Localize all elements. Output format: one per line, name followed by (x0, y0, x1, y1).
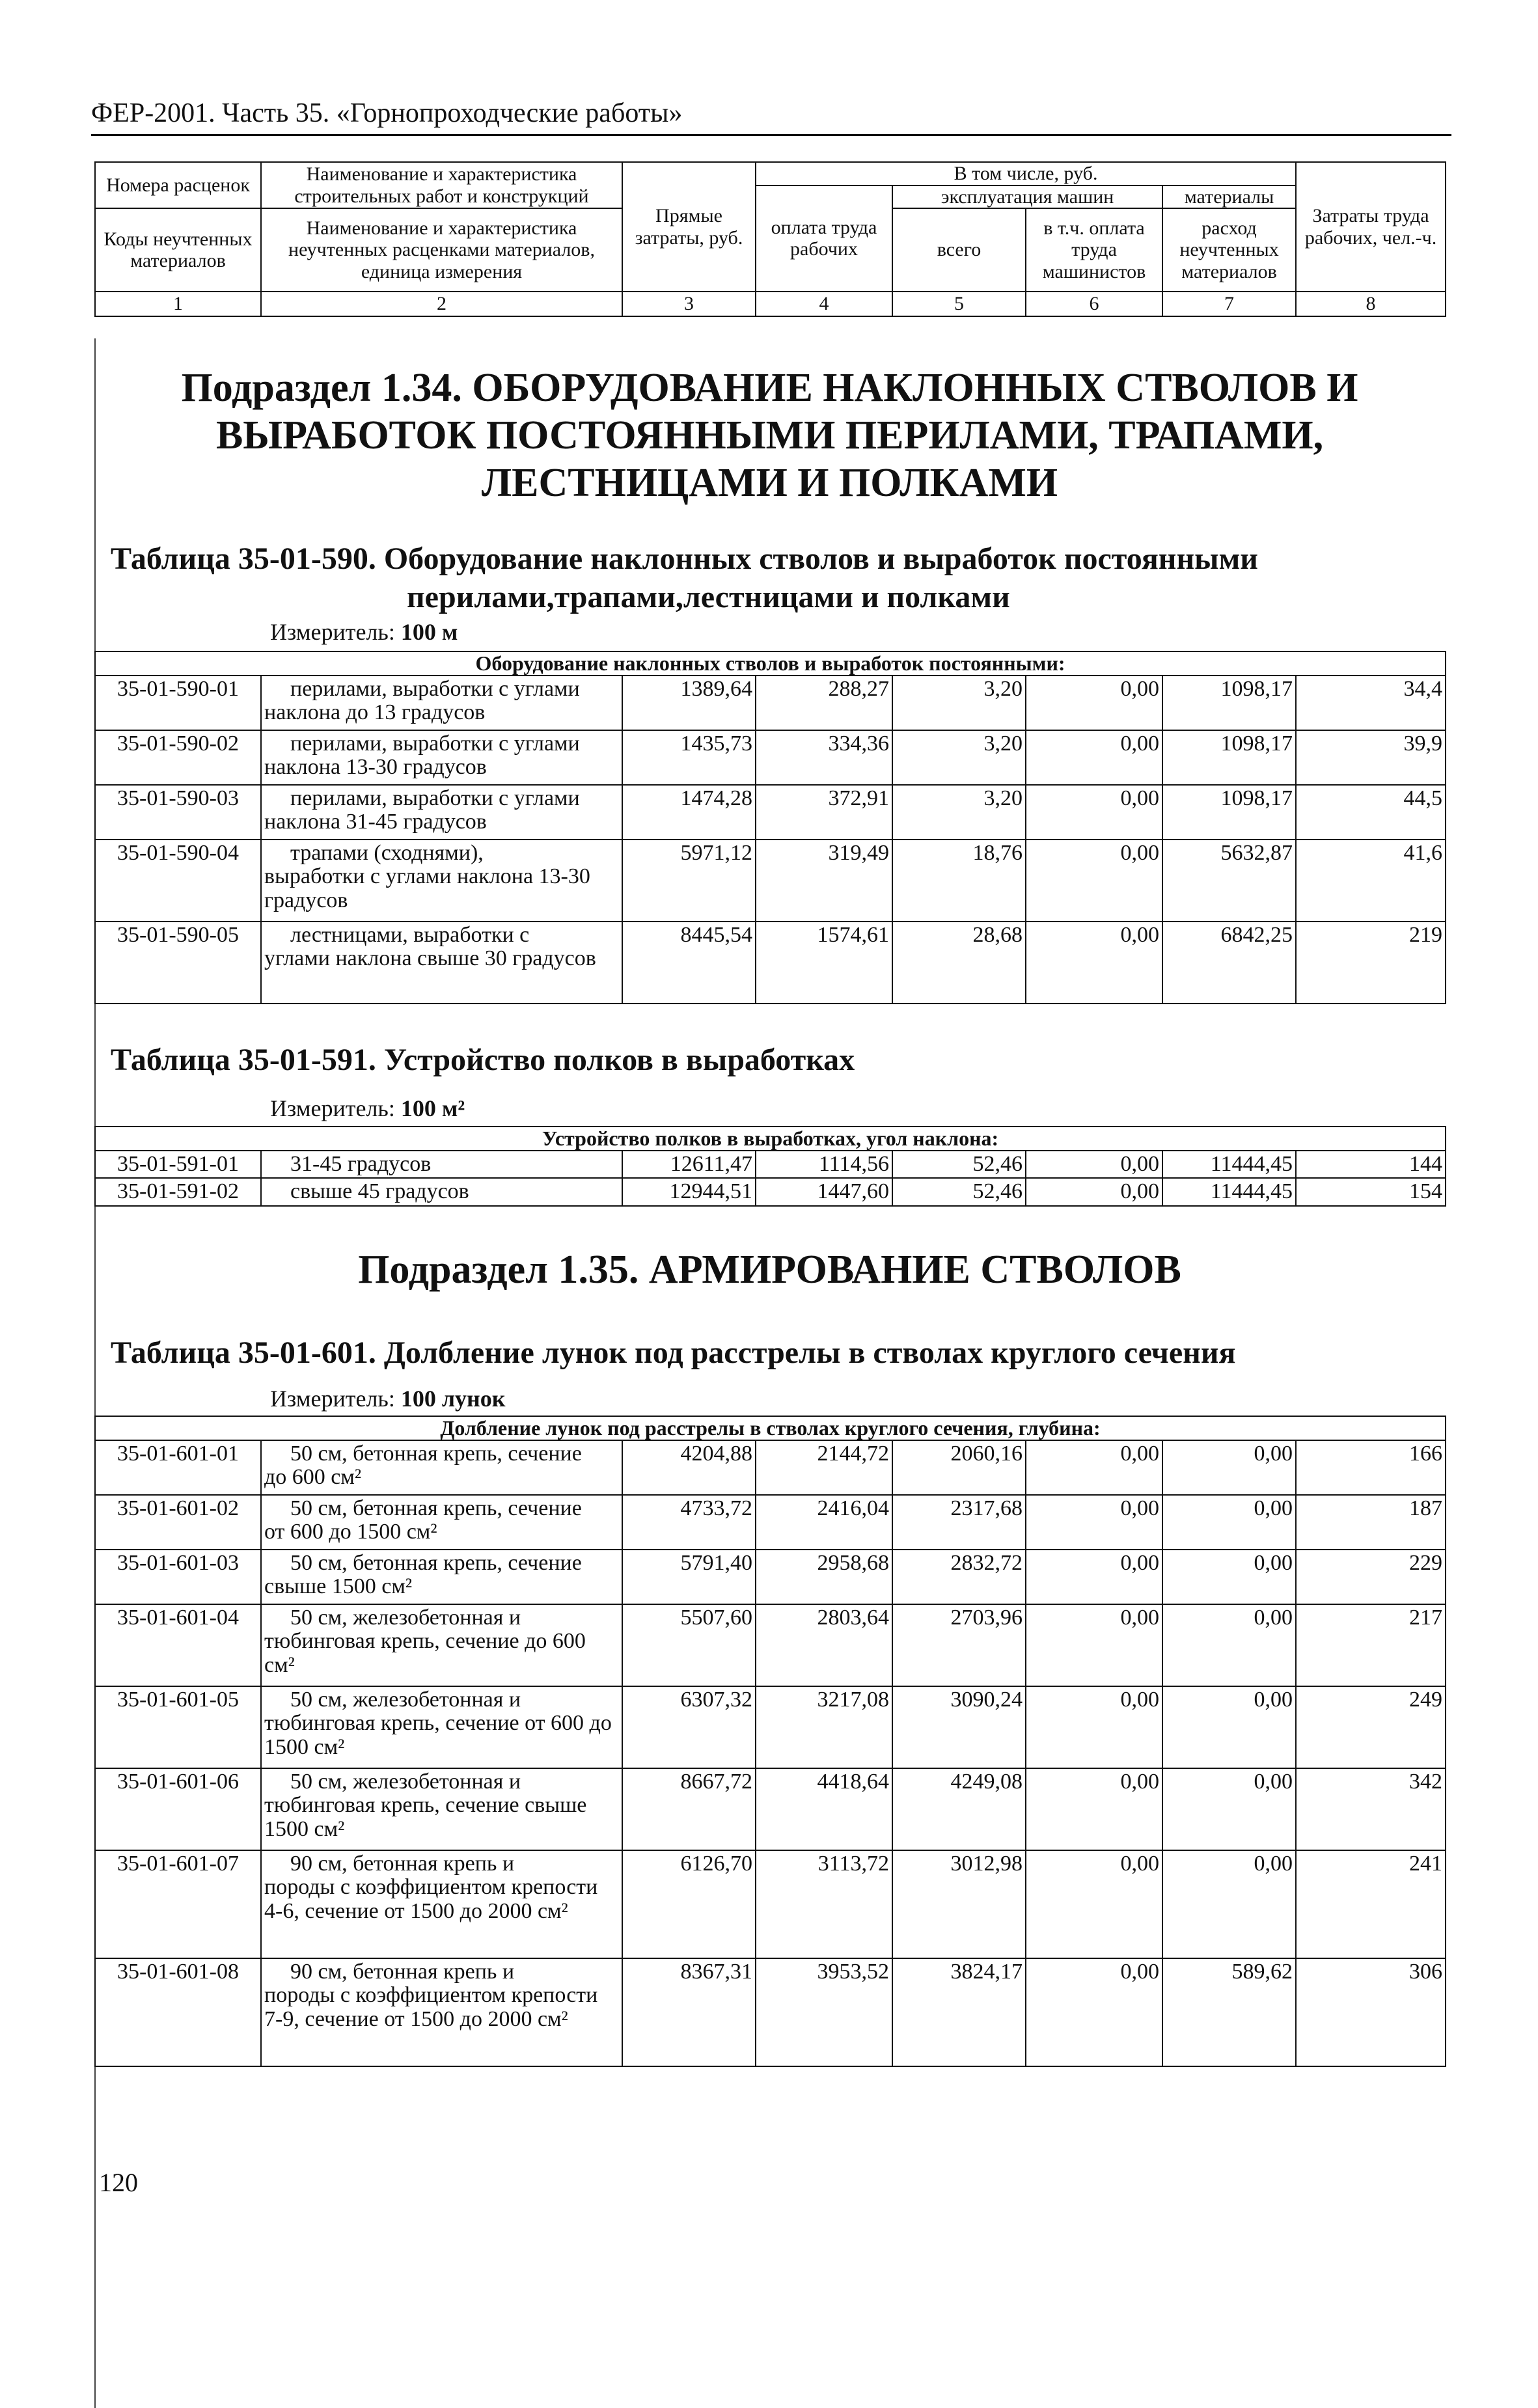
table-row (95, 730, 1446, 785)
machinist-pay: 0,00 (1026, 1686, 1162, 1768)
col-number: 5 (892, 292, 1026, 316)
page-frame-line (94, 338, 96, 2408)
labor-hours: 144 (1296, 1151, 1446, 1179)
col4-header: оплата труда рабочих (756, 185, 892, 292)
rate-code: 35-01-590-03 (95, 785, 261, 840)
labor-hours: 241 (1296, 1850, 1446, 1958)
materials-cost: 0,00 (1162, 1495, 1296, 1550)
machine-total: 52,46 (892, 1151, 1026, 1179)
labor-hours: 44,5 (1296, 785, 1446, 840)
table-row (95, 1495, 1446, 1550)
table-row (95, 922, 1446, 1004)
rate-name-line1: перилами, выработки с углами (290, 731, 580, 756)
rate-name-line1: 50 см, железобетонная и (290, 1769, 521, 1794)
col-number: 3 (622, 292, 756, 316)
table-row (95, 840, 1446, 922)
rate-code: 35-01-601-01 (95, 1440, 261, 1495)
col1-bottom-header: Коды неучтенных материалов (95, 208, 261, 292)
materials-cost: 11444,45 (1162, 1151, 1296, 1179)
machine-total: 3,20 (892, 785, 1026, 840)
direct-cost: 6307,32 (622, 1686, 756, 1768)
machinist-pay: 0,00 (1026, 1958, 1162, 2066)
col-number: 4 (756, 292, 892, 316)
rate-name-line2: свыше 1500 см² (264, 1574, 413, 1599)
labor-hours: 217 (1296, 1604, 1446, 1686)
col-number: 7 (1162, 292, 1296, 316)
table-title-line: Таблица 35-01-590. Оборудование наклонных стволов и выработок постоянными (111, 541, 1258, 576)
materials-cost: 5632,87 (1162, 840, 1296, 922)
labor-pay: 2416,04 (756, 1495, 892, 1550)
rates-table-591 (94, 1126, 1446, 1207)
table-row (95, 1958, 1446, 2066)
machine-total: 28,68 (892, 922, 1026, 1004)
rate-name-line2: тюбинговая крепь, сечение до 600 см² (264, 1629, 586, 1677)
unit-label: Измеритель: (270, 1386, 395, 1412)
col-number: 8 (1296, 292, 1446, 316)
rate-code: 35-01-590-02 (95, 730, 261, 785)
rate-name (261, 785, 622, 840)
table-title-line: перилами,трапами,лестницами и полками (407, 579, 1010, 614)
rate-name-line1: 50 см, железобетонная и (290, 1687, 521, 1712)
direct-cost: 5971,12 (622, 840, 756, 922)
rate-code: 35-01-590-01 (95, 676, 261, 730)
rate-name (261, 1440, 622, 1495)
rate-name-line2: наклона 13-30 градусов (264, 755, 487, 780)
rate-name (261, 1151, 622, 1179)
rate-name (261, 1550, 622, 1604)
col7-header: расход неучтенных материалов (1162, 208, 1296, 292)
direct-cost: 5791,40 (622, 1550, 756, 1604)
table-row (95, 1550, 1446, 1604)
materials-header: материалы (1162, 185, 1296, 209)
col6-header: в т.ч. оплата труда машинистов (1026, 208, 1162, 292)
col-number: 1 (95, 292, 261, 316)
rate-name (261, 1958, 622, 2066)
header-rule (91, 134, 1451, 136)
rate-name-line1: лестницами, выработки с (290, 922, 530, 947)
rate-name (261, 922, 622, 1004)
direct-cost: 12611,47 (622, 1151, 756, 1179)
labor-pay: 1447,60 (756, 1178, 892, 1206)
table-row (95, 1151, 1446, 1179)
table-title: Таблица 35-01-591. Устройство полков в выработках (111, 1043, 855, 1077)
rate-code: 35-01-591-02 (95, 1178, 261, 1206)
machinist-pay: 0,00 (1026, 676, 1162, 730)
labor-pay: 1574,61 (756, 922, 892, 1004)
materials-cost: 0,00 (1162, 1550, 1296, 1604)
labor-pay: 1114,56 (756, 1151, 892, 1179)
labor-hours: 34,4 (1296, 676, 1446, 730)
rate-name-line2: до 600 см² (264, 1465, 362, 1490)
rate-name-line2: углами наклона свыше 30 градусов (264, 946, 596, 971)
unit-value: 100 м (400, 619, 458, 645)
rate-name (261, 1604, 622, 1686)
table-row (95, 1604, 1446, 1686)
labor-pay: 3953,52 (756, 1958, 892, 2066)
machine-total: 2317,68 (892, 1495, 1026, 1550)
labor-pay: 3217,08 (756, 1686, 892, 1768)
machinist-pay: 0,00 (1026, 840, 1162, 922)
direct-cost: 1474,28 (622, 785, 756, 840)
machinist-pay: 0,00 (1026, 1550, 1162, 1604)
rate-code: 35-01-591-01 (95, 1151, 261, 1179)
machine-total: 3824,17 (892, 1958, 1026, 2066)
labor-pay: 2958,68 (756, 1550, 892, 1604)
labor-hours: 306 (1296, 1958, 1446, 2066)
section-title: Подраздел 1.34. ОБОРУДОВАНИЕ НАКЛОННЫХ СТВОЛОВ И ВЫРАБОТОК ПОСТОЯННЫМИ ПЕРИЛАМИ, ТРАПАМИ, ЛЕСТНИЦАМИ И ПОЛКАМИ (181, 366, 1358, 506)
labor-hours: 342 (1296, 1768, 1446, 1850)
materials-cost: 0,00 (1162, 1850, 1296, 1958)
machinist-pay: 0,00 (1026, 1768, 1162, 1850)
labor-hours: 219 (1296, 922, 1446, 1004)
labor-hours: 154 (1296, 1178, 1446, 1206)
rate-name-line2: наклона до 13 градусов (264, 700, 486, 725)
col8-header: Затраты труда рабочих, чел.-ч. (1296, 162, 1446, 292)
table-row (95, 1850, 1446, 1958)
machine-total: 2060,16 (892, 1440, 1026, 1495)
unit-line (270, 618, 458, 646)
rate-name-line1: 50 см, железобетонная и (290, 1605, 521, 1630)
labor-pay: 4418,64 (756, 1768, 892, 1850)
unit-value: 100 лунок (400, 1386, 506, 1412)
table-row (95, 676, 1446, 730)
rate-name (261, 1686, 622, 1768)
rate-name-line1: 90 см, бетонная крепь и (290, 1959, 515, 1984)
rate-name (261, 1178, 622, 1206)
table-caption: Устройство полков в выработках, угол наклона: (95, 1127, 1446, 1151)
rate-code: 35-01-590-05 (95, 922, 261, 1004)
labor-hours: 166 (1296, 1440, 1446, 1495)
materials-cost: 1098,17 (1162, 730, 1296, 785)
machine-total: 3012,98 (892, 1850, 1026, 1958)
machinist-pay: 0,00 (1026, 1604, 1162, 1686)
direct-cost: 8367,31 (622, 1958, 756, 2066)
labor-hours: 249 (1296, 1686, 1446, 1768)
rate-name-line1: свыше 45 градусов (290, 1179, 469, 1204)
table-title: Таблица 35-01-601. Долбление лунок под расстрелы в стволах круглого сечения (111, 1335, 1236, 1370)
machinist-pay: 0,00 (1026, 1151, 1162, 1179)
machinist-pay: 0,00 (1026, 1495, 1162, 1550)
unit-label: Измеритель: (270, 619, 395, 645)
unit-value: 100 м² (400, 1095, 465, 1121)
materials-cost: 0,00 (1162, 1440, 1296, 1495)
direct-cost: 8445,54 (622, 922, 756, 1004)
rate-code: 35-01-601-07 (95, 1850, 261, 1958)
group-header: В том числе, руб. (756, 162, 1296, 185)
labor-pay: 334,36 (756, 730, 892, 785)
rate-name-line2: тюбинговая крепь, сечение свыше 1500 см² (264, 1793, 587, 1841)
rate-name-line2: породы с коэффициентом крепости 4-6, сечение от 1500 до 2000 см² (264, 1875, 598, 1923)
col3-header: Прямые затраты, руб. (622, 162, 756, 292)
labor-hours: 187 (1296, 1495, 1446, 1550)
rate-code: 35-01-590-04 (95, 840, 261, 922)
machinist-pay: 0,00 (1026, 1440, 1162, 1495)
rate-name-line2: от 600 до 1500 см² (264, 1520, 437, 1544)
labor-pay: 372,91 (756, 785, 892, 840)
rate-name (261, 1850, 622, 1958)
direct-cost: 1435,73 (622, 730, 756, 785)
rate-name-line1: 50 см, бетонная крепь, сечение (290, 1496, 582, 1520)
direct-cost: 4733,72 (622, 1495, 756, 1550)
materials-cost: 0,00 (1162, 1604, 1296, 1686)
rate-code: 35-01-601-05 (95, 1686, 261, 1768)
materials-cost: 589,62 (1162, 1958, 1296, 2066)
rate-name-line2: выработки с углами наклона 13-30 градусов (264, 864, 590, 912)
direct-cost: 1389,64 (622, 676, 756, 730)
machine-total: 18,76 (892, 840, 1026, 922)
labor-hours: 41,6 (1296, 840, 1446, 922)
rate-code: 35-01-601-06 (95, 1768, 261, 1850)
rate-name-line2: наклона 31-45 градусов (264, 810, 487, 834)
col1-top-header: Номера расценок (95, 162, 261, 208)
labor-pay: 319,49 (756, 840, 892, 922)
rate-name (261, 1495, 622, 1550)
machinist-pay: 0,00 (1026, 922, 1162, 1004)
machines-header: эксплуатация машин (892, 185, 1162, 209)
rate-name-line1: перилами, выработки с углами (290, 786, 580, 810)
table-row (95, 1768, 1446, 1850)
rate-name-line1: 90 см, бетонная крепь и (290, 1851, 515, 1876)
machine-total: 2832,72 (892, 1550, 1026, 1604)
unit-line (270, 1095, 465, 1122)
rate-code: 35-01-601-08 (95, 1958, 261, 2066)
machine-total: 4249,08 (892, 1768, 1026, 1850)
rate-name-line2: тюбинговая крепь, сечение от 600 до 1500 см² (264, 1711, 612, 1759)
table-row (95, 785, 1446, 840)
direct-cost: 12944,51 (622, 1178, 756, 1206)
labor-pay: 288,27 (756, 676, 892, 730)
machinist-pay: 0,00 (1026, 785, 1162, 840)
machinist-pay: 0,00 (1026, 730, 1162, 785)
table-row (95, 1686, 1446, 1768)
machine-total: 3090,24 (892, 1686, 1026, 1768)
column-header-table (94, 161, 1446, 317)
rates-table-601 (94, 1416, 1446, 2067)
col2-bottom-header: Наименование и характеристика неучтенных расценками материалов, единица измерения (261, 208, 622, 292)
materials-cost: 11444,45 (1162, 1178, 1296, 1206)
labor-pay: 2803,64 (756, 1604, 892, 1686)
rate-name (261, 1768, 622, 1850)
labor-hours: 39,9 (1296, 730, 1446, 785)
unit-label: Измеритель: (270, 1095, 395, 1121)
rate-code: 35-01-601-03 (95, 1550, 261, 1604)
rate-name-line1: 50 см, бетонная крепь, сечение (290, 1550, 582, 1575)
direct-cost: 6126,70 (622, 1850, 756, 1958)
table-row (95, 1178, 1446, 1206)
machinist-pay: 0,00 (1026, 1178, 1162, 1206)
table-row (95, 1440, 1446, 1495)
rate-name-line1: 50 см, бетонная крепь, сечение (290, 1441, 582, 1466)
table-caption: Долбление лунок под расстрелы в стволах круглого сечения, глубина: (95, 1416, 1446, 1440)
table-caption: Оборудование наклонных стволов и выработок постоянными: (95, 651, 1446, 676)
rate-name-line1: 31-45 градусов (290, 1151, 432, 1176)
col5-header: всего (892, 208, 1026, 292)
page-number: 120 (99, 2168, 138, 2197)
rate-code: 35-01-601-02 (95, 1495, 261, 1550)
machinist-pay: 0,00 (1026, 1850, 1162, 1958)
rate-name (261, 840, 622, 922)
machine-total: 52,46 (892, 1178, 1026, 1206)
machine-total: 3,20 (892, 730, 1026, 785)
rate-code: 35-01-601-04 (95, 1604, 261, 1686)
rate-name (261, 676, 622, 730)
unit-line (270, 1385, 506, 1412)
rate-name-line1: перилами, выработки с углами (290, 676, 580, 701)
machine-total: 2703,96 (892, 1604, 1026, 1686)
materials-cost: 1098,17 (1162, 785, 1296, 840)
labor-pay: 3113,72 (756, 1850, 892, 1958)
labor-pay: 2144,72 (756, 1440, 892, 1495)
labor-hours: 229 (1296, 1550, 1446, 1604)
machine-total: 3,20 (892, 676, 1026, 730)
rate-name-line2: породы с коэффициентом крепости 7-9, сечение от 1500 до 2000 см² (264, 1983, 598, 2031)
materials-cost: 1098,17 (1162, 676, 1296, 730)
direct-cost: 4204,88 (622, 1440, 756, 1495)
materials-cost: 0,00 (1162, 1768, 1296, 1850)
direct-cost: 8667,72 (622, 1768, 756, 1850)
rate-name-line1: трапами (сходнями), (290, 840, 484, 865)
section-title: Подраздел 1.35. АРМИРОВАНИЕ СТВОЛОВ (358, 1248, 1181, 1292)
direct-cost: 5507,60 (622, 1604, 756, 1686)
running-head: ФЕР-2001. Часть 35. «Горнопроходческие работы» (91, 98, 683, 128)
materials-cost: 0,00 (1162, 1686, 1296, 1768)
col-number: 6 (1026, 292, 1162, 316)
col2-top-header: Наименование и характеристика строительных работ и конструкций (261, 162, 622, 208)
rates-table-590 (94, 651, 1446, 1004)
rate-name (261, 730, 622, 785)
table-title (111, 540, 1445, 616)
materials-cost: 6842,25 (1162, 922, 1296, 1004)
col-number: 2 (261, 292, 622, 316)
